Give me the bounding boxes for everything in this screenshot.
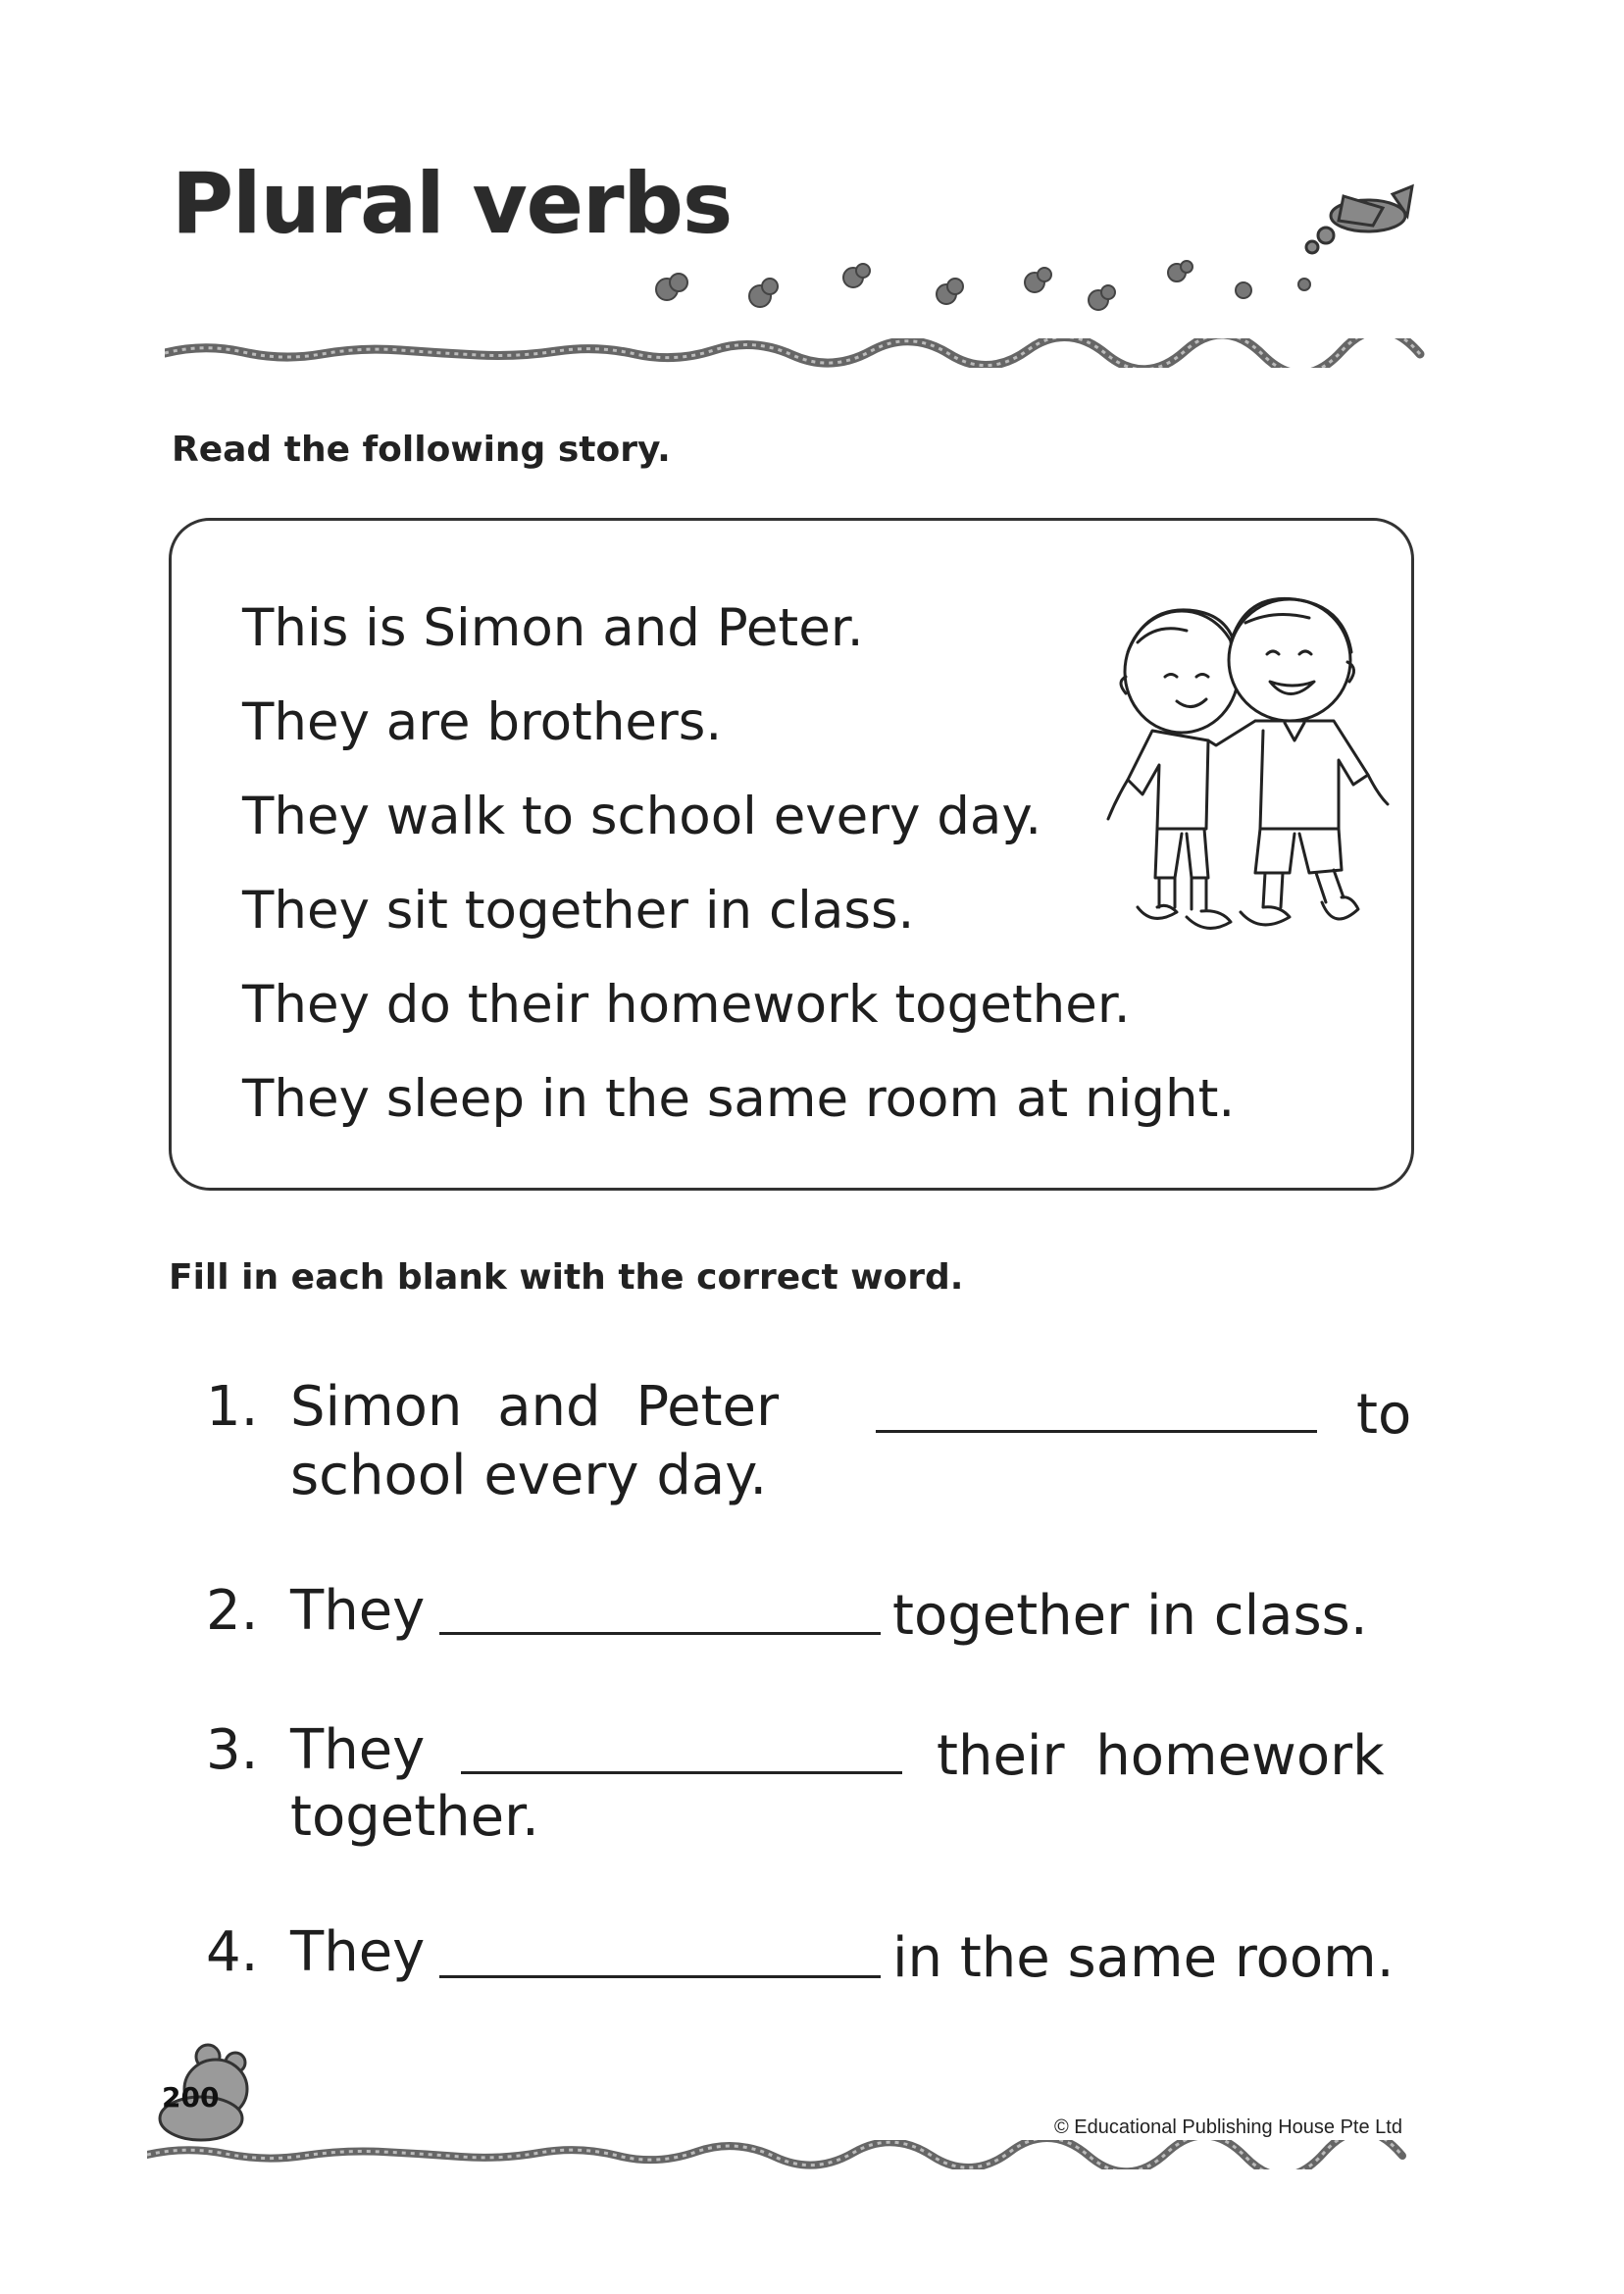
question-number: 4. <box>206 1920 259 1984</box>
story-line: They walk to school every day. <box>242 787 1042 846</box>
question-text-after: in the same room. <box>892 1926 1395 1990</box>
question-number: 2. <box>206 1579 259 1643</box>
copyright-notice: © Educational Publishing House Pte Ltd <box>1054 2116 1402 2138</box>
page-title: Plural verbs <box>172 155 733 253</box>
flower-trail-icon <box>628 177 1432 324</box>
instruction-fill: Fill in each blank with the correct word. <box>169 1257 964 1298</box>
answer-blank[interactable] <box>876 1430 1317 1433</box>
question-text-before: Simon and Peter <box>290 1375 780 1439</box>
question-text-before: They <box>290 1579 426 1643</box>
instruction-read: Read the following story. <box>172 430 671 470</box>
question-text-after: together in class. <box>892 1584 1368 1648</box>
answer-blank[interactable] <box>461 1771 902 1774</box>
two-boys-walking-illustration <box>1098 584 1393 946</box>
question-text-after: to <box>1356 1383 1412 1447</box>
question-text-before: They <box>290 1718 426 1782</box>
question-text-continuation: together. <box>290 1785 539 1849</box>
story-line: They do their homework together. <box>242 975 1131 1035</box>
question-text-after: their homework <box>937 1724 1385 1788</box>
story-line: They are brothers. <box>242 692 723 752</box>
airplane-icon <box>1306 186 1412 253</box>
question-number: 3. <box>206 1718 259 1782</box>
story-line: They sleep in the same room at night. <box>242 1069 1236 1129</box>
page-number: 200 <box>162 2081 220 2114</box>
answer-blank[interactable] <box>439 1632 881 1635</box>
footer-divider <box>147 2140 1412 2169</box>
story-line: This is Simon and Peter. <box>242 598 864 658</box>
answer-blank[interactable] <box>439 1975 881 1978</box>
question-text-before: They <box>290 1920 426 1984</box>
question-number: 1. <box>206 1375 259 1439</box>
question-text-continuation: school every day. <box>290 1444 768 1507</box>
story-line: They sit together in class. <box>242 881 915 941</box>
header-divider <box>165 338 1440 368</box>
